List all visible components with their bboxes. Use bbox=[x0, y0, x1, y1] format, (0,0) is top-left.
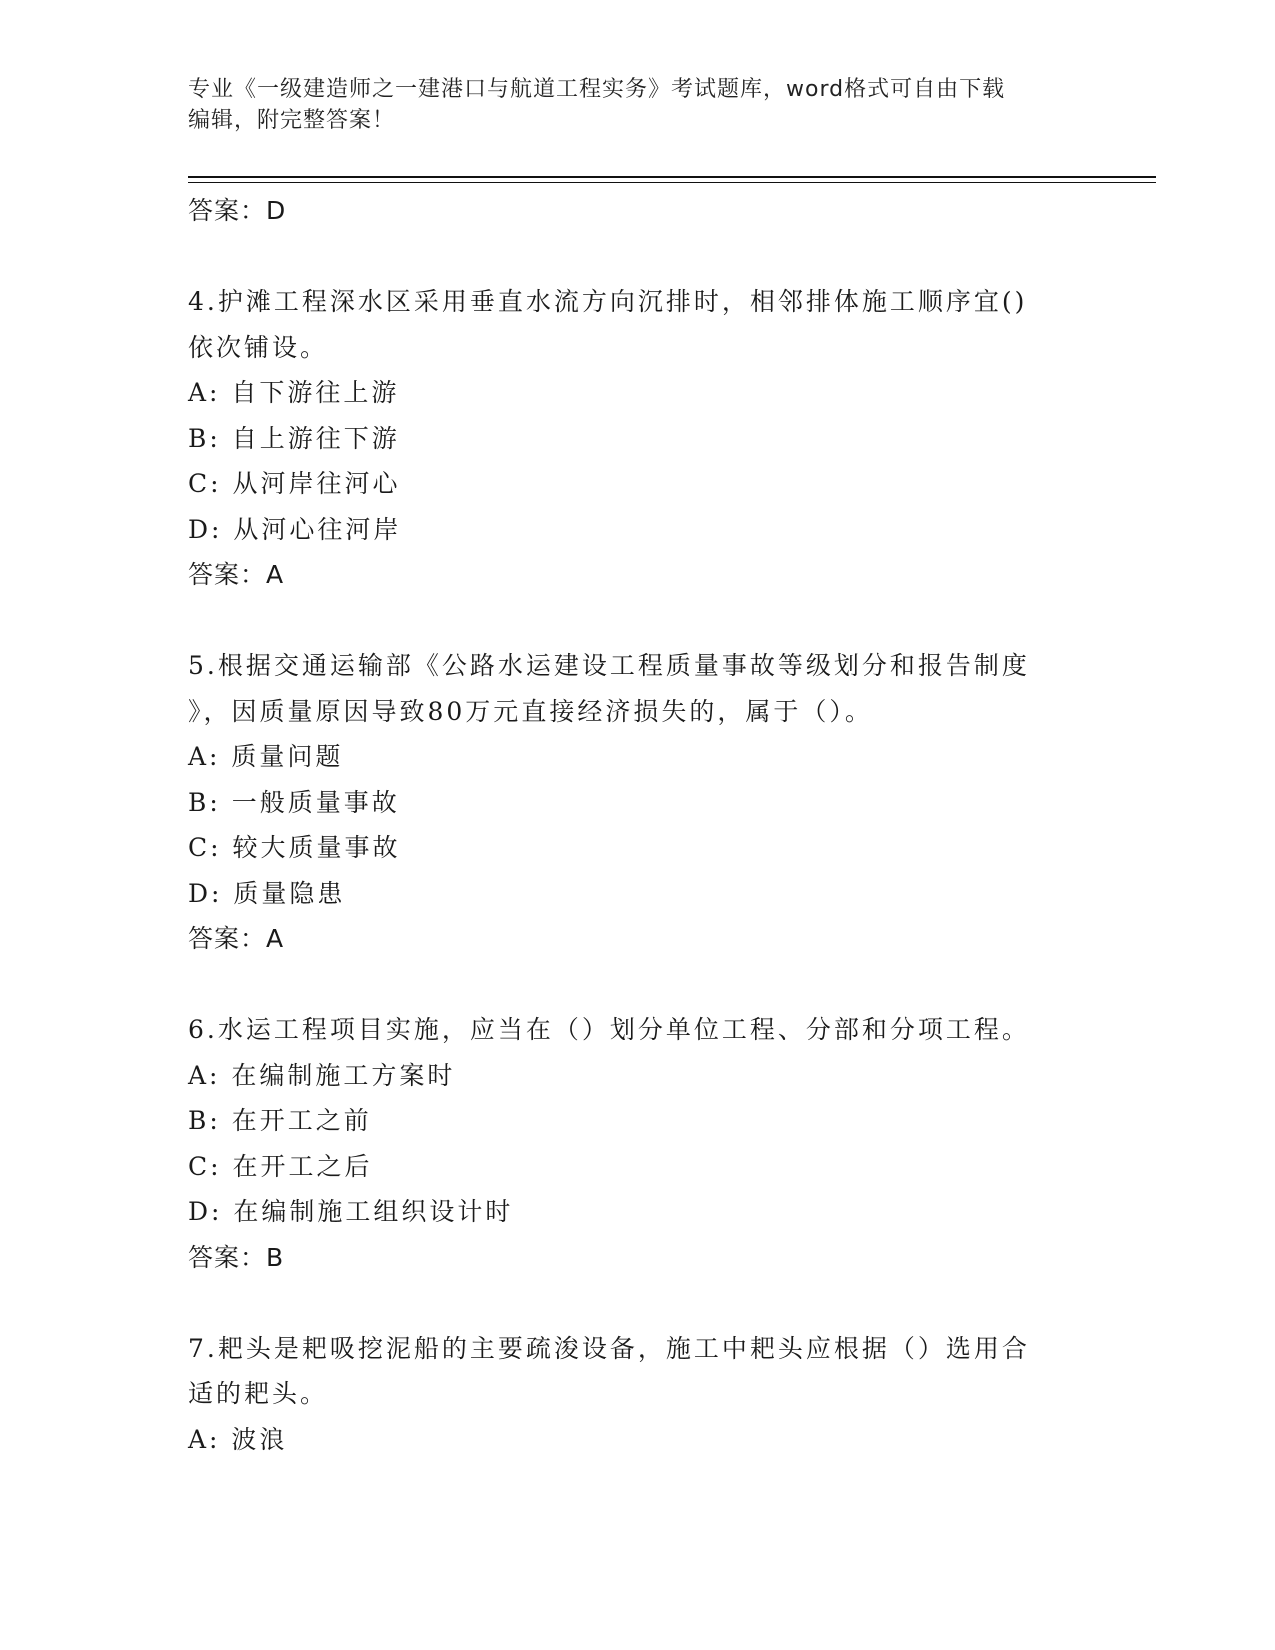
question-list bbox=[188, 188, 1088, 1462]
header-divider-thin bbox=[188, 182, 1156, 183]
header-divider bbox=[188, 176, 1156, 178]
answer: 答案：A bbox=[188, 560, 285, 589]
option-a: A: 在编制施工方案时 bbox=[188, 1060, 456, 1090]
question-6 bbox=[188, 1007, 1088, 1280]
header-line-1: 专业《一级建造师之一建港口与航道工程实务》考试题库，word格式可自由下载 bbox=[188, 77, 1006, 102]
question-7 bbox=[188, 1326, 1088, 1463]
option-a: A: 自下游往上游 bbox=[188, 378, 400, 407]
option-b: B: 在开工之前 bbox=[188, 1106, 372, 1135]
option-c: C: 从河岸往河心 bbox=[188, 469, 401, 498]
option-c: C: 在开工之后 bbox=[188, 1151, 373, 1181]
option-d: D: 在编制施工组织设计时 bbox=[188, 1197, 514, 1226]
question-stem: 》，因质量原因导致80万元直接经济损失的，属于（）。 bbox=[188, 696, 873, 726]
answer: 答案：A bbox=[188, 924, 285, 953]
header-line-2: 编辑，附完整答案！ bbox=[188, 108, 396, 133]
question-stem: 适的耙头。 bbox=[188, 1379, 329, 1408]
question-5 bbox=[188, 643, 1088, 962]
question-4 bbox=[188, 279, 1088, 598]
question-stem: 依次铺设。 bbox=[188, 332, 329, 362]
option-b: B: 自上游往下游 bbox=[188, 423, 400, 453]
previous-answer: 答案：D bbox=[188, 196, 287, 225]
document-header bbox=[188, 74, 1088, 136]
option-b: B: 一般质量事故 bbox=[188, 787, 400, 817]
option-a: A: 波浪 bbox=[188, 1424, 288, 1454]
option-d: D: 从河心往河岸 bbox=[188, 514, 402, 544]
question-stem: 5.根据交通运输部《公路水运建设工程质量事故等级划分和报告制度 bbox=[188, 651, 1030, 680]
option-d: D: 质量隐患 bbox=[188, 878, 346, 908]
question-stem: 7.耙头是耙吸挖泥船的主要疏浚设备，施工中耙头应根据（）选用合 bbox=[188, 1333, 1030, 1363]
question-stem: 4.护滩工程深水区采用垂直水流方向沉排时，相邻排体施工顺序宜() bbox=[188, 287, 1028, 316]
answer: 答案：B bbox=[188, 1242, 285, 1272]
option-a: A: 质量问题 bbox=[188, 742, 344, 771]
option-c: C: 较大质量事故 bbox=[188, 833, 401, 862]
question-stem: 6.水运工程项目实施，应当在（）划分单位工程、分部和分项工程。 bbox=[188, 1015, 1030, 1044]
